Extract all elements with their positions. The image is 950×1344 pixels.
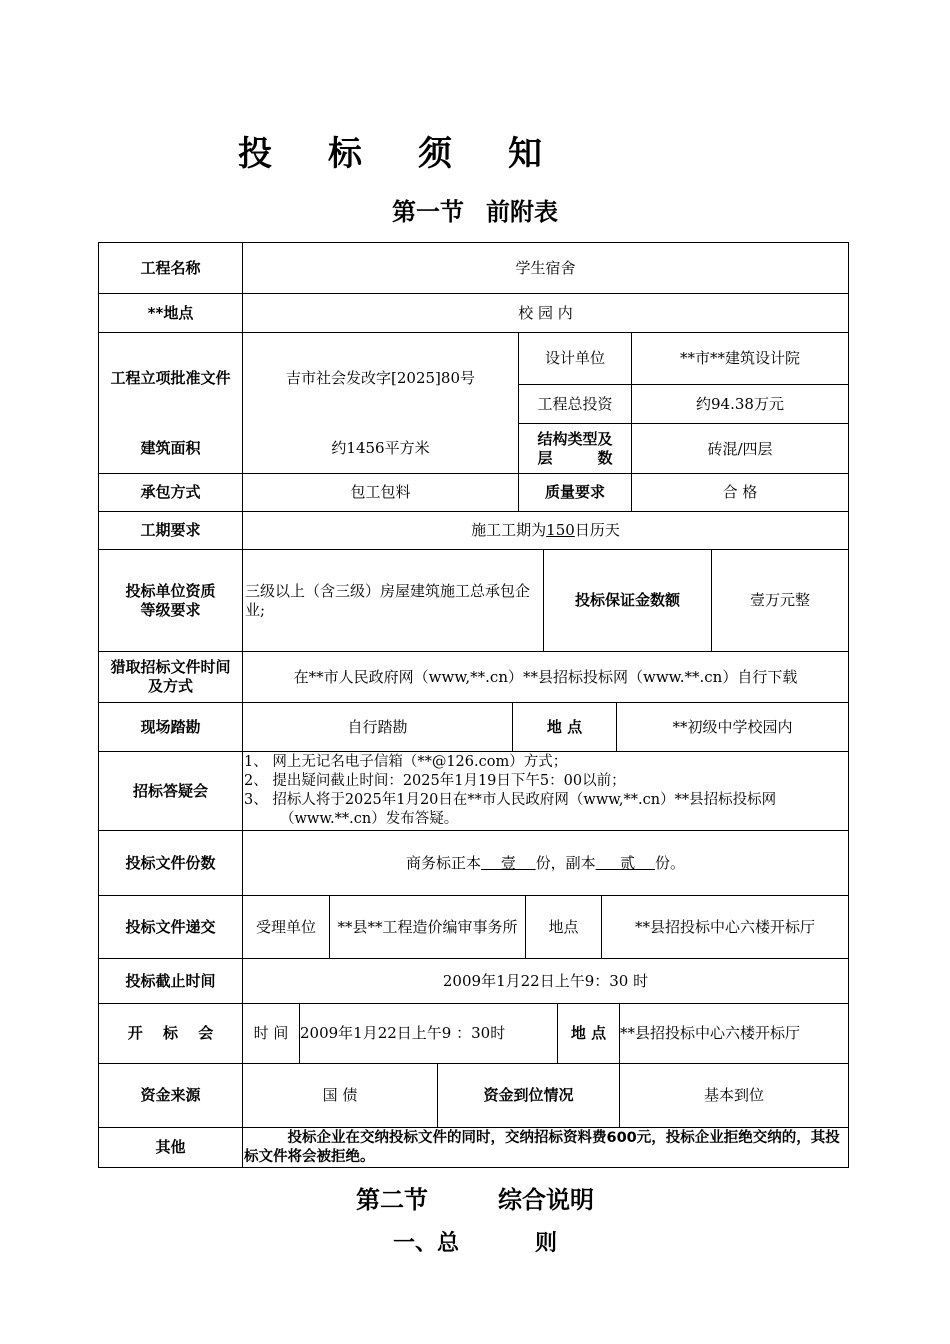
value-duration: [242, 512, 848, 549]
value-receiving-unit: **县**工程造价编审事务所: [329, 896, 525, 958]
table-row-duration: [98, 511, 849, 549]
label-total-investment: 工程总投资: [518, 384, 631, 423]
label-opening-place: 地 点: [557, 1004, 619, 1063]
section-2-heading: [0, 1180, 950, 1215]
value-other: 投标企业在交纳投标文件的同时，交纳招标资料费600元，投标企业拒绝交纳的，其投标文件将会被拒绝。: [242, 1128, 848, 1167]
duration-suffix: 日历天: [574, 521, 620, 540]
table-row-bid-opening: [98, 1003, 849, 1063]
section-2-name: 综合说明: [498, 1186, 594, 1214]
section-1-number: 第一节: [392, 198, 464, 226]
qa-line-2: 2、 提出疑问截止时间：2025年1月19日下午5：00以前；: [244, 773, 626, 789]
subsection-a: 一、总: [392, 1231, 459, 1256]
label-document-acquisition: [99, 652, 242, 702]
label-bid-bond: 投标保证金数额: [543, 550, 711, 651]
table-row-deadline: [98, 958, 849, 1003]
label-project-name: 工程名称: [140, 258, 201, 277]
value-bid-bond: 壹万元整: [711, 550, 848, 651]
value-submission-place: **县招投标中心六楼开标厅: [601, 896, 848, 958]
section-2-number: 第二节: [356, 1186, 428, 1214]
label-deadline: 投标截止时间: [125, 971, 216, 990]
label-contract-mode: 承包方式: [140, 483, 201, 502]
label-duration: 工期要求: [140, 521, 201, 540]
label-submission: 投标文件递交: [125, 917, 216, 936]
label-bid-opening: 开 标 会: [127, 1024, 214, 1043]
value-quality: 合 格: [631, 474, 848, 511]
value-site-visit: 自行踏勘: [242, 703, 512, 751]
value-qa-meeting: [242, 752, 848, 830]
table-row-contract: [98, 473, 849, 511]
label-structure-type-line1: 结构类型及: [537, 430, 613, 449]
table-row-funding: [98, 1063, 849, 1127]
label-approval-doc: 工程立项批准文件: [110, 368, 231, 387]
label-structure-type: [518, 423, 631, 474]
label-document-acquisition-line2: 及方式: [147, 677, 193, 695]
value-copies: [242, 831, 848, 895]
title-char: 投: [238, 134, 272, 174]
label-quality: 质量要求: [518, 474, 631, 511]
label-structure-type-line2: 层 数: [537, 449, 613, 467]
label-funding-source: 资金来源: [140, 1086, 201, 1105]
label-opening-time: 时 间: [242, 1004, 299, 1063]
table-row-submission: [98, 895, 849, 958]
copies-duplicate-count: 贰: [595, 853, 655, 872]
qa-line-3: 3、 招标人将于2025年1月20日在**市人民政府网（www,**.cn）**县招标投标网: [244, 792, 777, 808]
copies-original-count: 壹: [481, 853, 536, 872]
value-total-investment: 约94.38万元: [631, 384, 848, 423]
duration-prefix: 施工工期为: [471, 521, 547, 540]
table-row-project-name: [98, 242, 849, 293]
label-other: 其他: [155, 1138, 186, 1157]
value-qualification: 三级以上（含三级）房屋建筑施工总承包企业;: [242, 550, 543, 651]
table-row-qa-meeting: [98, 751, 849, 830]
label-qa-meeting: 招标答疑会: [132, 781, 208, 800]
value-building-area: 约1456平方米: [242, 423, 518, 474]
section-1-name: 前附表: [486, 198, 558, 226]
table-row-document-acquisition: [98, 651, 849, 702]
qa-line-4: （www.**.cn）发布答疑。: [280, 811, 459, 827]
value-design-unit: **市**建筑设计院: [631, 333, 848, 384]
label-receiving-unit: 受理单位: [242, 896, 329, 958]
section-1-heading: [0, 192, 950, 227]
value-funding-status: 基本到位: [619, 1064, 848, 1127]
label-qualification-line1: 投标单位资质: [125, 581, 216, 600]
label-site-visit: 现场踏勘: [140, 717, 201, 736]
value-location: 校 园 内: [242, 294, 848, 332]
title-char: 须: [418, 134, 452, 174]
table-row-approval: [98, 332, 849, 473]
copies-prefix: 商务标正本: [406, 853, 482, 872]
table-row-other: [98, 1127, 849, 1168]
subsection-b: 则: [535, 1231, 558, 1256]
document-title: [0, 126, 780, 175]
copies-suffix: 份。: [654, 853, 685, 872]
label-site-place: 地 点: [512, 703, 616, 751]
label-qualification: [99, 550, 242, 651]
value-site-place: **初级中学校园内: [616, 703, 848, 751]
label-building-area: 建筑面积: [140, 439, 201, 458]
label-copies: 投标文件份数: [125, 853, 216, 872]
title-char: 知: [508, 134, 542, 174]
value-contract-mode: 包工包料: [242, 474, 518, 511]
value-funding-source: 国 债: [242, 1064, 437, 1127]
label-qualification-line2: 等级要求: [140, 600, 201, 619]
table-row-site-visit: [98, 702, 849, 751]
title-char: 标: [328, 134, 362, 174]
copies-middle: 份，副本: [535, 853, 596, 872]
value-opening-place: **县招投标中心六楼开标厅: [619, 1004, 848, 1063]
table-row-qualification: [98, 549, 849, 651]
value-document-acquisition: 在**市人民政府网（www,**.cn）**县招标投标网（www.**.cn）自行下载: [242, 652, 848, 702]
value-project-name: 学生宿舍: [242, 243, 848, 293]
label-funding-status: 资金到位情况: [437, 1064, 619, 1127]
label-submission-place: 地点: [525, 896, 601, 958]
value-deadline: 2009年1月22日上午9：30 时: [242, 959, 848, 1003]
value-approval-doc: 吉市社会发改字[2025]80号: [242, 333, 518, 423]
label-document-acquisition-line1: 猎取招标文件时间: [110, 658, 231, 677]
value-opening-time: 2009年1月22日上午9 ：30时: [299, 1004, 557, 1063]
subsection-heading: [0, 1226, 950, 1257]
value-structure-type: 砖混/四层: [631, 423, 848, 474]
table-row-copies: [98, 830, 849, 895]
label-location: **地点: [147, 303, 194, 322]
label-design-unit: 设计单位: [518, 333, 631, 384]
qa-line-1: 1、 网上无记名电子信箱（**@126.com）方式；: [244, 754, 568, 770]
duration-days: 150: [546, 521, 575, 540]
table-row-location: [98, 293, 849, 332]
